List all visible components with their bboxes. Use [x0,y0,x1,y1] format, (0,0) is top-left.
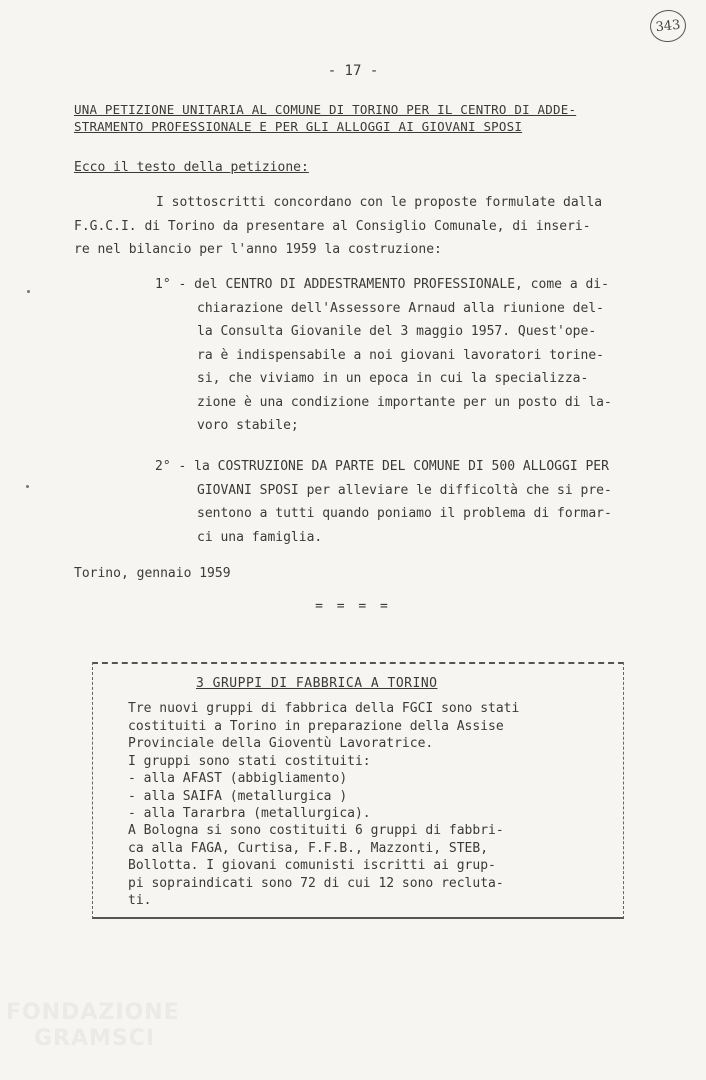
box-line: Tre nuovi gruppi di fabbrica della FGCI sono stati [128,701,520,716]
watermark-line: GRAMSCI [34,1026,156,1051]
place-date: Torino, gennaio 1959 [74,566,231,581]
title-line: STRAMENTO PROFESSIONALE E PER GLI ALLOGGI AI GIOVANI SPOSI [74,119,523,134]
item-line: la Consulta Giovanile del 3 maggio 1957. Quest'ope- [197,324,597,339]
box-line: ca alla FAGA, Curtisa, F.F.B., Mazzonti, STEB, [128,840,489,856]
item-line: sentono a tutti quando poniamo il problema di formar- [197,506,612,521]
item-line: si, che viviamo in un epoca in cui la specializza- [197,371,589,386]
box-title: 3 GRUPPI DI FABBRICA A TORINO [196,676,438,691]
item-line: 1° - del CENTRO DI ADDESTRAMENTO PROFESSIONALE, come a di- [155,277,609,292]
list-item-2 [155,455,612,549]
item-line: ra è indispensabile a noi giovani lavoratori torine- [197,347,604,363]
section-separator: = = = = [315,599,391,614]
paragraph-line: re nel bilancio per l'anno 1959 la costruzione: [74,242,442,257]
scan-speck [27,290,30,293]
scan-speck [26,485,29,488]
page-number: - 17 - [327,63,379,79]
box-line: pi sopraindicati sono 72 di cui 12 sono recluta- [128,875,504,891]
item-line: chiarazione dell'Assessore Arnaud alla riunione del- [197,300,604,316]
box-line: ti. [128,893,152,908]
box-line: - alla Tararbra (metallurgica). [128,806,371,821]
paragraph-line: F.G.C.I. di Torino da presentare al Consiglio Comunale, di inseri- [74,218,591,234]
watermark-line: FONDAZIONE [6,1000,180,1025]
box-line: - alla AFAST (abbigliamento) [128,771,348,786]
document-title [74,101,576,135]
item-line: 2° - la COSTRUZIONE DA PARTE DEL COMUNE DI 500 ALLOGGI PER [155,459,609,474]
item-line: voro stabile; [197,418,299,433]
intro-heading: Ecco il testo della petizione: [74,160,309,175]
item-line: zione è una condizione importante per un posto di la- [197,394,612,410]
box-line: I gruppi sono stati costituiti: [128,753,371,769]
box-line: Provinciale della Gioventù Lavoratrice. [128,736,434,751]
petition-paragraph [74,191,602,262]
archive-stamp: 343 [648,8,687,44]
box-paragraph-2 [128,822,504,910]
item-line: GIOVANI SPOSI per alleviare le difficoltà che si pre- [197,482,612,498]
box-line: Bollotta. I giovani comunisti iscritti ai grup- [128,858,496,873]
box-line: A Bologna si sono costituiti 6 gruppi di fabbri- [128,823,504,838]
item-line: ci una famiglia. [197,529,323,545]
archive-watermark [6,1000,180,1052]
box-line: costituiti a Torino in preparazione della Assise [128,718,504,734]
title-line: UNA PETIZIONE UNITARIA AL COMUNE DI TORINO PER IL CENTRO DI ADDE- [74,102,577,117]
box-paragraph-1 [128,700,519,823]
paragraph-line: I sottoscritti concordano con le proposte formulate dalla [156,195,603,210]
list-item-1 [155,273,612,438]
box-line: - alla SAIFA (metallurgica ) [128,788,348,804]
